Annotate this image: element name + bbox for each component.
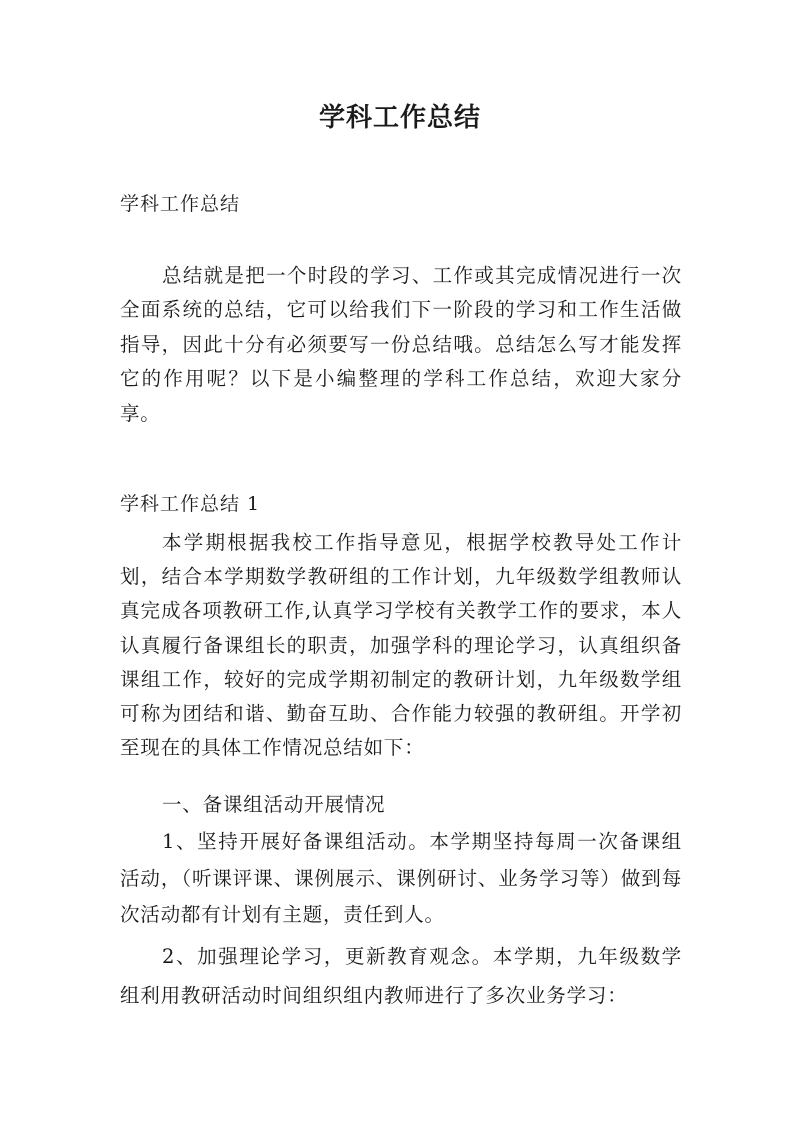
list-item-1: 1、坚持开展好备课组活动。本学期坚持每周一次备课组活动，（听课评课、课例展示、课例研讨、业务学习等）做到每次活动都有计划有主题，责任到人。 xyxy=(120,830,682,926)
subsection-heading: 一、备课组活动开展情况 xyxy=(162,793,386,816)
page-title: 学科工作总结 xyxy=(318,103,481,133)
document-subtitle: 学科工作总结 xyxy=(120,193,241,215)
list-item-2: 2、加强理论学习，更新教育观念。本学期，九年级数学组利用教研活动时间组织组内教师进行了多次业务学习： xyxy=(120,945,682,1007)
section-body-paragraph: 本学期根据我校工作指导意见，根据学校教导处工作计划，结合本学期数学教研组的工作计划，九年级数学组教师认真完成各项教研工作,认真学习学校有关教学工作的要求，本人认真履行备课组长的职责，加强学科的理论学习，认真组织备课组工作，较好的完成学期初制定的教研计划，九年级数学组可称为团结和谐、勤奋互助、合作能力较强的教研组。开学初至现在的具体工作情况总结如下： xyxy=(120,531,682,760)
intro-paragraph: 总结就是把一个时段的学习、工作或其完成情况进行一次全面系统的总结，它可以给我们下一阶段的学习和工作生活做指导，因此十分有必须要写一份总结哦。总结怎么写才能发挥它的作用呢？以下是小编整理的学科工作总结，欢迎大家分享。 xyxy=(120,264,682,425)
section-heading: 学科工作总结 1 xyxy=(120,493,261,515)
